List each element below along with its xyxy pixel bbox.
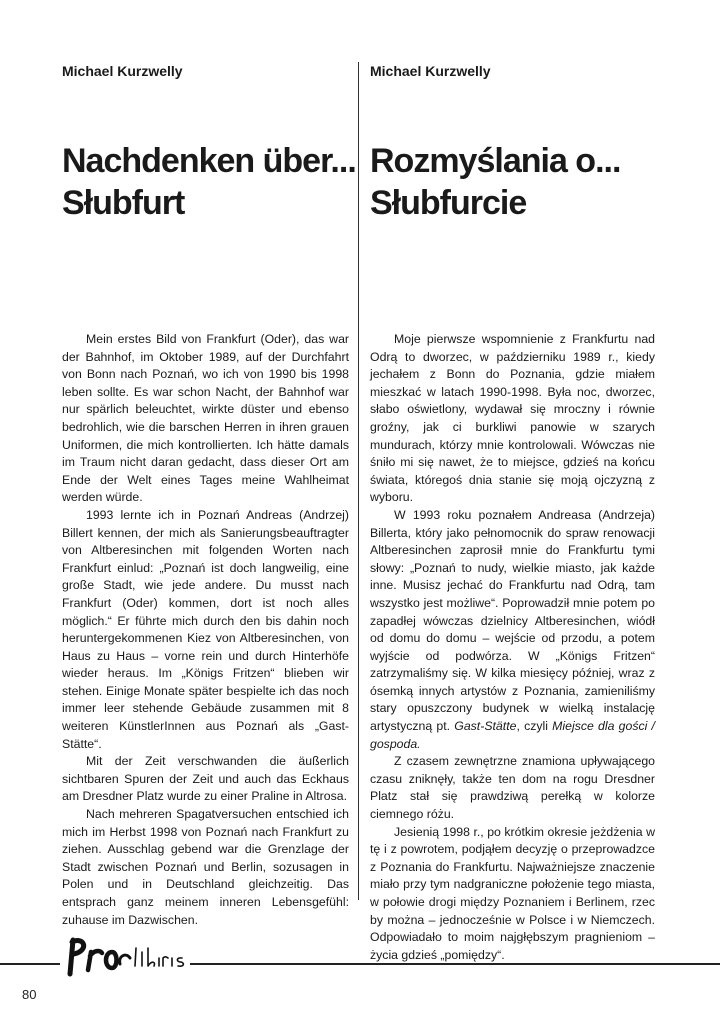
title-line-1: Rozmyślania o... — [370, 142, 621, 180]
paragraph-text: , czyli — [516, 719, 553, 734]
article-body-german — [62, 331, 349, 929]
paragraph: 1993 lernte ich in Poznań Andreas (Andrzej) Billert kennen, der mich als Sanierungsbeauftragter von Altberesinchen mit folgenden Worten nach Frankfurt einlud: „Poznań ist doch langweilig, eine große Stadt, wie jede andere. Du musst nach Frankfurt (Oder) kommen, dort ist noch alles möglich.“ Er führte mich durch den bis dahin noch heruntergekommenen Kiez von Altberesinchen, von Haus zu Haus – vorne rein und durch Hinterhöfe wieder heraus. Im „Königs Fritzen“ blieben wir stehen. Einige Monate später bespielte ich das noch immer leer stehende Gebäude zusammen mit 8 weiteren KünstlerInnen aus Poznań als „Gast-Stätte“. — [62, 507, 349, 751]
paragraph — [370, 507, 655, 753]
author-name-polish: Michael Kurzwelly — [370, 63, 491, 79]
paragraph: Nach mehreren Spagatversuchen entschied ich mich im Herbst 1998 von Poznań nach Frankfurt zu ziehen. Ausschlag gebend war die Grenzlage der Stadt zwischen Poznań und Berlin, sozusagen in Polen und in Deutschland gleichzeitig. Das entsprach ganz meinem inneren Lebensgefühl: zuhause im Dazwischen. — [62, 807, 349, 927]
paragraph: Jesienią 1998 r., po krótkim okresie jeżdżenia w tę i z powrotem, podjąłem decyzję o przeprowadzce z Poznania do Frankfurtu. Najważniejsze znaczenie miało przy tym nadgraniczne położenie tego miasta, w połowie drogi między Poznaniem i Berlinem, rzec by można – jednocześnie w Polsce i w Niemczech. Odpowiadało to moim najgłębszym pragnieniom – życia gdzieś „pomiędzy“. — [370, 824, 655, 962]
article-title-german — [62, 140, 356, 224]
column-divider — [358, 62, 359, 900]
title-line-1: Nachdenken über... — [62, 142, 356, 180]
page-number: 80 — [22, 987, 37, 1002]
article-title-polish — [370, 140, 620, 224]
italic-term: Gast-Stätte — [454, 719, 517, 734]
paragraph: Mein erstes Bild von Frankfurt (Oder), das war der Bahnhof, im Oktober 1989, auf der Durchfahrt von Bonn nach Poznań, wo ich von 1990 bis 1998 leben sollte. Es war schon Nacht, der Bahnhof war nur spärlich beleuchtet, wirkte düster und ebenso bedrohlich, wie die barschen Herren in ihren grauen Uniformen, die mich kontrollierten. Ich hätte damals im Traum nicht daran gedacht, dass dieser Ort am Ende der Welt eines Tages meine Wahlheimat werden würde. — [62, 332, 349, 505]
article-body-polish — [370, 331, 655, 964]
pro-libris-logo — [60, 930, 190, 980]
title-line-2: Słubfurt — [62, 184, 185, 222]
paragraph: Mit der Zeit verschwanden die äußerlich sichtbaren Spuren der Zeit und auch das Eckhaus am Dresdner Platz wurde zu einer Praline in Altrosa. — [62, 754, 349, 804]
paragraph: Z czasem zewnętrzne znamiona upływającego czasu zniknęły, także ten dom na rogu Dresdner Platz stał się prawdziwą perełką w kolorze ciemnego różu. — [370, 754, 655, 822]
paragraph-text: W 1993 roku poznałem Andreasa (Andrzeja) Billerta, który jako pełnomocnik do spraw renowacji Altberesinchen zaprosił mnie do Frankfurtu tymi słowy: „Poznań to nudy, wielkie miasto, jak każde inne. Musisz jechać do Frankfurtu nad Odrą, tam wszystko jest możliwe“. Poprowadził mnie potem po zapadłej wówczas dzielnicy Altberesinchen, wiódł od domu do domu – wejście od przodu, a potem wyjście od podwórza. W „Königs Fritzen“ zatrzymaliśmy się. W kilka miesięcy później, wraz z ósemką innych artystów z Poznania, zamieniliśmy stary opuszczony budynek w wielką instalację artystyczną pt. — [370, 507, 655, 734]
paragraph: Moje pierwsze wspomnienie z Frankfurtu nad Odrą to dworzec, w październiku 1989 r., kiedy jechałem z Bonn do Poznania, gdzie miałem mieszkać w latach 1990-1998. Była noc, dworzec, słabo oświetlony, wydawał się mroczny i równie groźny, jak ci burkliwi panowie w szarych mundurach, którzy mnie kontrolowali. Wówczas nie śniło mi się nawet, że to miejsce, gdzieś na końcu świata, któregoś dnia stanie się moją ojczyzną z wyboru. — [370, 332, 655, 505]
italic-term: Miejsce dla gości / gospoda. — [370, 719, 655, 751]
title-line-2: Słubfurcie — [370, 184, 527, 222]
author-name-german: Michael Kurzwelly — [62, 63, 183, 79]
